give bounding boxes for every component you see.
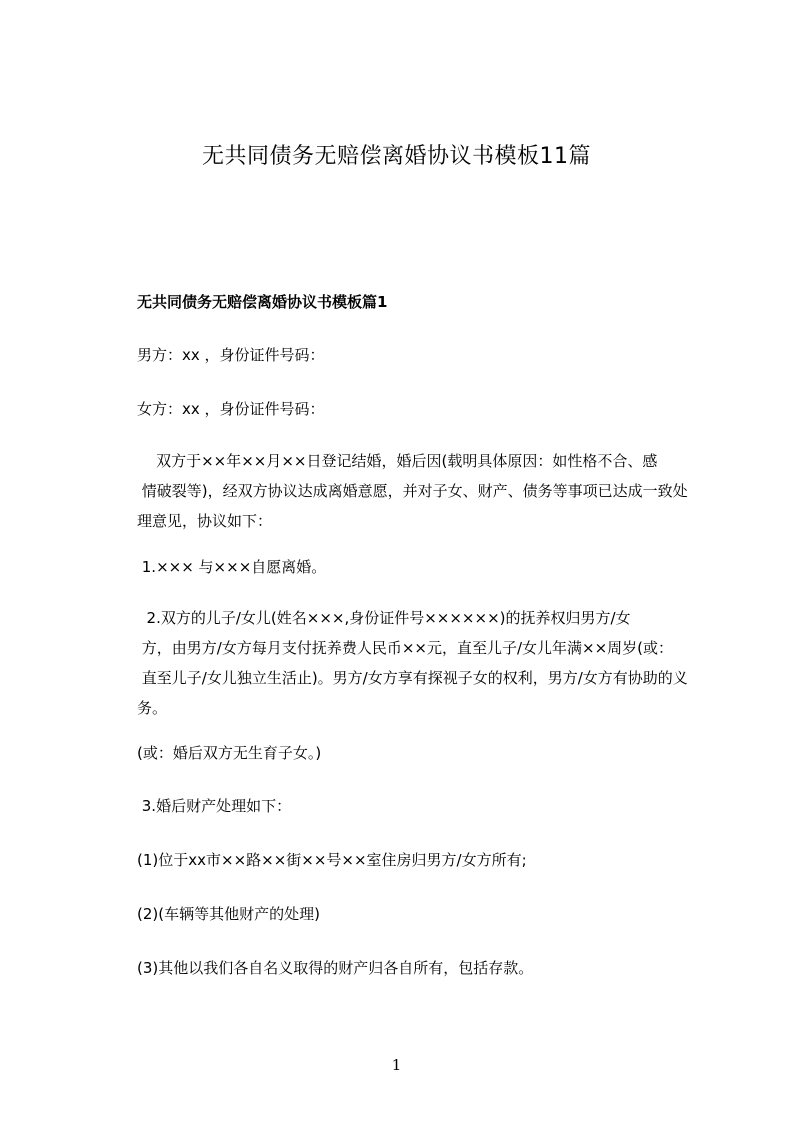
clause-2 (137, 603, 717, 723)
section-heading: 无共同债务无赔偿离婚协议书模板篇1 (137, 293, 388, 311)
clause-2-line-1: 2.双方的儿子/女儿(姓名×××,身份证件号××××××)的抚养权归男方/女 (137, 609, 631, 627)
clause-1: 1.××× 与×××自愿离婚。 (137, 558, 327, 576)
clause-2-line-3: 直至儿子/女儿独立生活止)。男方/女方享有探视子女的权利，男方/女方有协助的义 (137, 669, 688, 687)
intro-line-1: 双方于××年××月××日登记结婚，婚后因(载明具体原因：如性格不合、感 (137, 452, 658, 470)
clause-2-line-2: 方，由男方/女方每月支付抚养费人民币××元，直至儿子/女儿年满××周岁(或： (137, 639, 674, 657)
female-party-line: 女方：xx ，身份证件号码： (137, 400, 325, 418)
intro-paragraph (137, 446, 717, 536)
clause-3-sub-1: (1)位于xx市××路××街××号××室住房归男方/女方所有; (137, 851, 527, 869)
intro-line-3: 理意见，协议如下： (137, 512, 273, 530)
clause-2-line-4: 务。 (137, 699, 168, 717)
male-party-line: 男方：xx ，身份证件号码： (137, 346, 325, 364)
clause-3-sub-3: (3)其他以我们各自名义取得的财产归各自所有，包括存款。 (137, 959, 534, 977)
document-title: 无共同债务无赔偿离婚协议书模板11篇 (202, 144, 591, 169)
page-number: 1 (391, 1056, 402, 1074)
clause-2-alternative: (或：婚后双方无生育子女。) (137, 744, 322, 762)
intro-line-2: 情破裂等)，经双方协议达成离婚意愿，并对子女、财产、债务等事项已达成一致处 (137, 482, 688, 500)
clause-3-sub-2: (2)(车辆等其他财产的处理) (137, 905, 320, 923)
clause-3: 3.婚后财产处理如下： (137, 797, 292, 815)
